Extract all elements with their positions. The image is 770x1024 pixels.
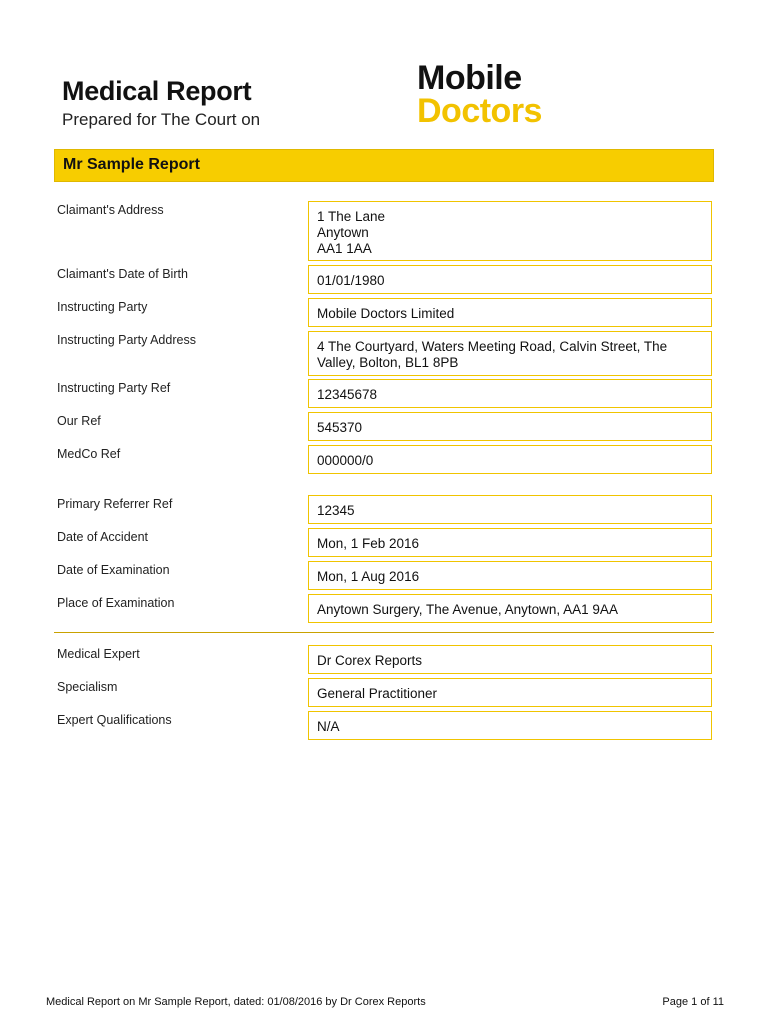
claimant-name: Mr Sample Report — [63, 156, 200, 173]
instructing-address-line-2: Valley, Bolton, BL1 8PB — [317, 355, 459, 370]
claimant-address-field[interactable] — [308, 201, 712, 261]
our-ref-label: Our Ref — [57, 414, 101, 428]
place-of-examination-field[interactable]: Anytown Surgery, The Avenue, Anytown, AA1 9AA — [308, 594, 712, 623]
date-of-accident-label: Date of Accident — [57, 530, 149, 544]
specialism-label: Specialism — [57, 680, 118, 694]
section-divider — [54, 632, 714, 633]
medical-expert-field[interactable]: Dr Corex Reports — [308, 645, 712, 674]
instructing-address-line-1: 4 The Courtyard, Waters Meeting Road, Calvin Street, The — [317, 339, 668, 354]
primary-referrer-ref-label: Primary Referrer Ref — [57, 497, 173, 511]
expert-qualifications-label: Expert Qualifications — [57, 713, 172, 727]
expert-qualifications-field[interactable]: N/A — [308, 711, 712, 740]
instructing-address-field[interactable] — [308, 331, 712, 376]
dob-label: Claimant's Date of Birth — [57, 267, 188, 281]
our-ref-field[interactable]: 545370 — [308, 412, 712, 441]
instructing-address-label: Instructing Party Address — [57, 333, 196, 347]
medical-expert-label: Medical Expert — [57, 647, 140, 661]
logo-line-doctors: Doctors — [417, 92, 542, 130]
logo-line-mobile: Mobile — [417, 59, 522, 97]
primary-referrer-ref-field[interactable]: 12345 — [308, 495, 712, 524]
instructing-ref-label: Instructing Party Ref — [57, 381, 171, 395]
address-line-1: 1 The Lane — [317, 209, 386, 224]
date-of-examination-field[interactable]: Mon, 1 Aug 2016 — [308, 561, 712, 590]
address-line-2: Anytown — [317, 225, 369, 240]
medco-ref-label: MedCo Ref — [57, 447, 121, 461]
address-line-3: AA1 1AA — [317, 241, 372, 256]
instructing-party-label: Instructing Party — [57, 300, 148, 314]
date-of-accident-field[interactable]: Mon, 1 Feb 2016 — [308, 528, 712, 557]
report-title: Medical Report — [62, 76, 252, 106]
place-of-examination-label: Place of Examination — [57, 596, 175, 610]
date-of-examination-label: Date of Examination — [57, 563, 170, 577]
instructing-ref-field[interactable]: 12345678 — [308, 379, 712, 408]
footer-report-info: Medical Report on Mr Sample Report, dated: 01/08/2016 by Dr Corex Reports — [46, 996, 426, 1008]
medco-ref-field[interactable]: 000000/0 — [308, 445, 712, 474]
report-subtitle: Prepared for The Court on — [62, 110, 261, 129]
instructing-party-field[interactable]: Mobile Doctors Limited — [308, 298, 712, 327]
footer-page-number: Page 1 of 11 — [662, 996, 724, 1008]
claimant-name-banner — [54, 149, 714, 182]
specialism-field[interactable]: General Practitioner — [308, 678, 712, 707]
mobile-doctors-logo — [417, 59, 542, 130]
claimant-address-label: Claimant's Address — [57, 203, 164, 217]
dob-field[interactable]: 01/01/1980 — [308, 265, 712, 294]
